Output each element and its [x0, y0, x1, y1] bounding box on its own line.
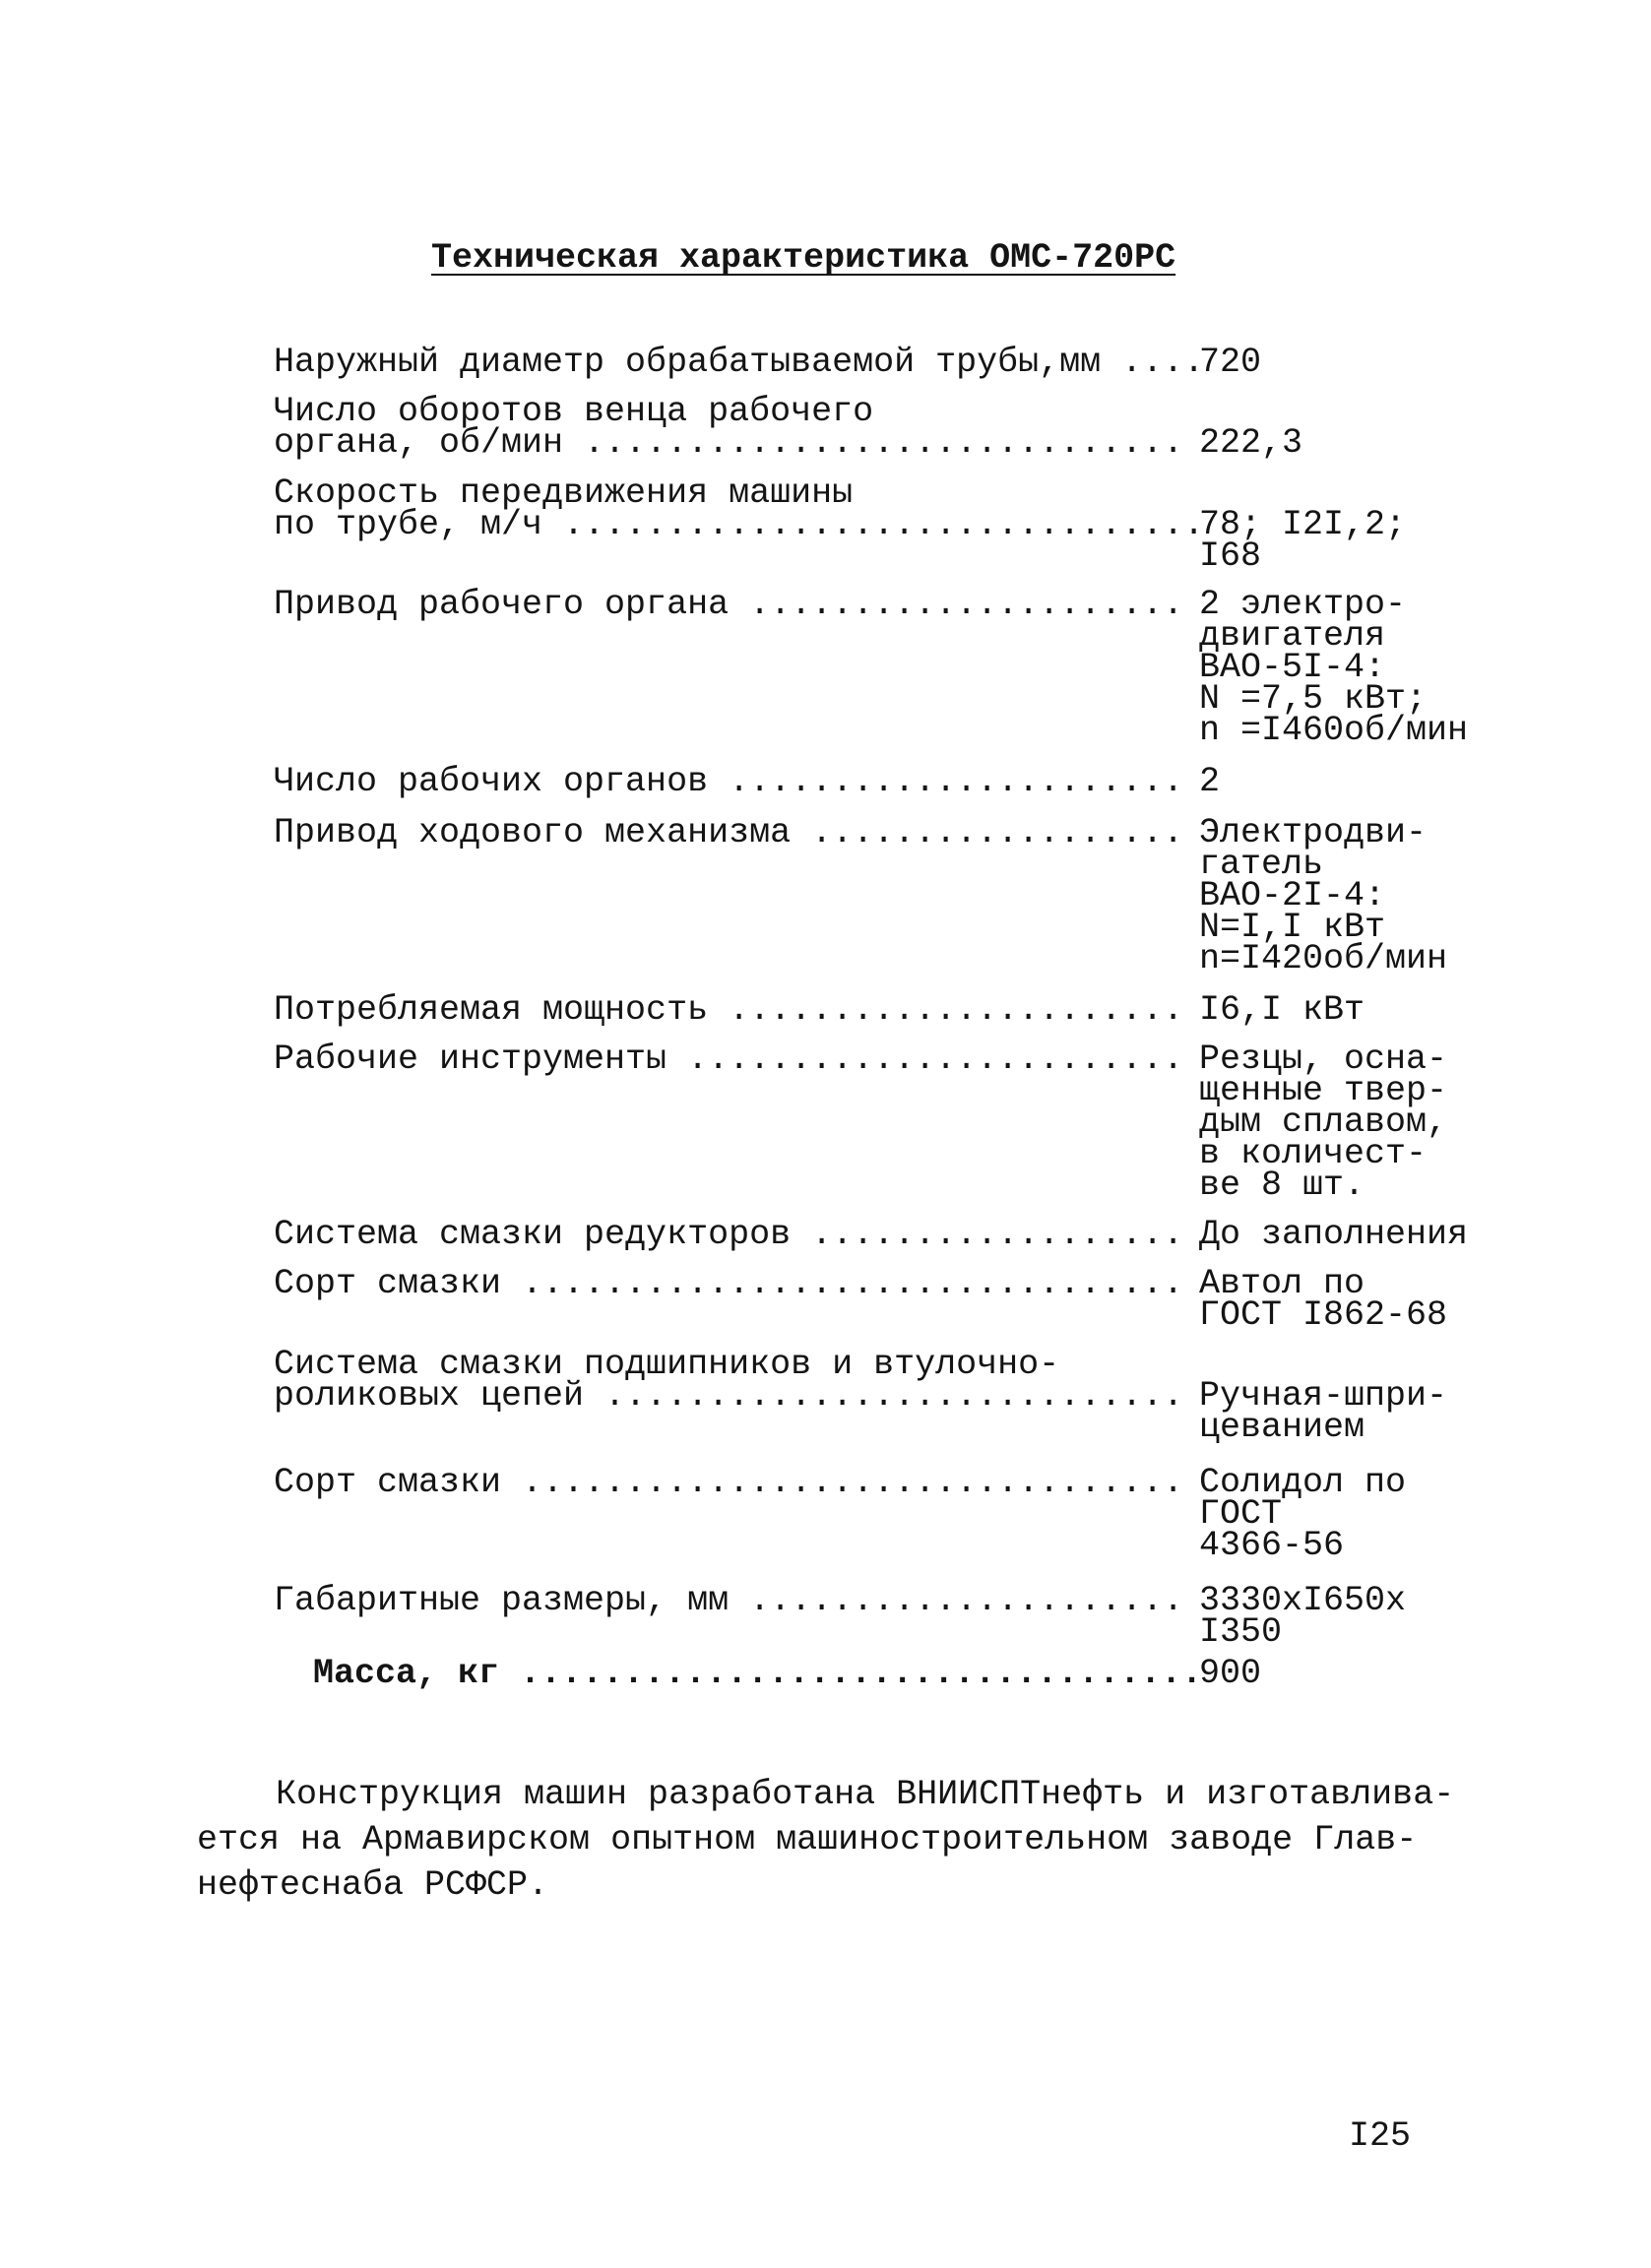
- spec-value: [1199, 1040, 1448, 1205]
- spec-value-line: ГОСТ I862-68: [1199, 1295, 1448, 1335]
- spec-label-line: органа, об/мин .............................: [274, 423, 1184, 463]
- spec-value: [1199, 990, 1365, 1030]
- spec-label: [274, 1463, 1184, 1502]
- spec-value-line: ве 8 шт.: [1199, 1166, 1365, 1205]
- spec-value: [1199, 1264, 1448, 1335]
- spec-label: [313, 1654, 1203, 1693]
- spec-value-line: I6,I кВт: [1199, 990, 1365, 1030]
- spec-value-line: дым сплавом,: [1199, 1102, 1448, 1142]
- spec-label-line: Сорт смазки ................................: [274, 1264, 1184, 1303]
- spec-value: [1199, 1463, 1407, 1565]
- spec-value-line: I350: [1199, 1612, 1283, 1652]
- spec-value-line: двигателя: [1199, 616, 1386, 656]
- spec-label: [274, 813, 1184, 852]
- spec-value-line: ГОСТ: [1199, 1494, 1283, 1534]
- spec-label-line: Привод ходового механизма ..................: [274, 813, 1184, 852]
- spec-value-line: 78; I2I,2;: [1199, 505, 1407, 544]
- spec-row: [274, 813, 1455, 1014]
- spec-label: [274, 473, 1205, 544]
- spec-label: [274, 1581, 1184, 1620]
- spec-value-line: N=I,I кВт: [1199, 908, 1386, 947]
- spec-value: [1199, 1654, 1262, 1693]
- spec-value-line: 2 электро-: [1199, 585, 1407, 624]
- spec-label: [274, 585, 1184, 624]
- spec-label: [274, 762, 1184, 801]
- spec-value-line: Резцы, осна-: [1199, 1040, 1448, 1079]
- spec-value-line: ВАО-5I-4:: [1199, 648, 1386, 687]
- paragraph-line: Конструкция машин разработана ВНИИСПТнефть и изготавлива-: [276, 1775, 1455, 1814]
- spec-label-line: Потребляемая мощность ......................: [274, 990, 1184, 1030]
- spec-value-line: n=I420об/мин: [1199, 939, 1448, 978]
- page-title: Техническая характеристика ОМС-720РС: [431, 238, 1176, 278]
- spec-value: [1199, 505, 1407, 576]
- spec-value: [1199, 343, 1262, 382]
- spec-value: [1199, 762, 1221, 801]
- spec-value-line: Ручная-шпри-: [1199, 1376, 1448, 1416]
- spec-value-line: Солидол по: [1199, 1463, 1407, 1502]
- spec-label-line: Число оборотов венца рабочего: [274, 392, 874, 431]
- spec-value-line: 720: [1199, 343, 1262, 382]
- spec-label-line: роликовых цепей ............................: [274, 1376, 1184, 1416]
- spec-value-line: Автол по: [1199, 1264, 1365, 1303]
- spec-value-line: До заполнения: [1199, 1215, 1469, 1254]
- spec-value: [1199, 1376, 1448, 1447]
- spec-label-line: Масса, кг .................................: [313, 1654, 1203, 1693]
- spec-value-line: 3330хI650х: [1199, 1581, 1407, 1620]
- spec-label-line: Рабочие инструменты ........................: [274, 1040, 1184, 1079]
- spec-label: [274, 392, 1184, 463]
- spec-label-line: Число рабочих органов ......................: [274, 762, 1184, 801]
- spec-label: [274, 343, 1205, 382]
- spec-value-line: ВАО-2I-4:: [1199, 876, 1386, 915]
- spec-row: [274, 585, 1469, 786]
- spec-label: [274, 1215, 1184, 1254]
- spec-value: [1199, 423, 1303, 463]
- spec-label-line: Привод рабочего органа .....................: [274, 585, 1184, 624]
- spec-label-line: Наружный диаметр обрабатываемой трубы,мм ....: [274, 343, 1205, 382]
- spec-value: [1199, 813, 1448, 978]
- spec-value: [1199, 585, 1469, 750]
- spec-label-line: Габаритные размеры, мм .....................: [274, 1581, 1184, 1620]
- spec-value-line: щенные твер-: [1199, 1071, 1448, 1110]
- spec-value-line: 4366-56: [1199, 1526, 1345, 1565]
- footer-paragraph: [197, 1772, 1477, 1908]
- spec-label-line: по трубе, м/ч ...............................: [274, 505, 1205, 544]
- spec-value-line: I68: [1199, 536, 1262, 576]
- spec-value-line: гатель: [1199, 845, 1324, 884]
- spec-label: [274, 1040, 1184, 1079]
- spec-label-line: Система смазки подшипников и втулочно-: [274, 1345, 1060, 1384]
- spec-value: [1199, 1581, 1407, 1652]
- spec-value-line: цеванием: [1199, 1408, 1365, 1447]
- page-number: I25: [1349, 2116, 1412, 2156]
- spec-value-line: n =I460об/мин: [1199, 711, 1469, 750]
- spec-label-line: Система смазки редукторов ..................: [274, 1215, 1184, 1254]
- spec-label-line: Сорт смазки ................................: [274, 1463, 1184, 1502]
- spec-row: [274, 1040, 1455, 1240]
- spec-label: [274, 990, 1184, 1030]
- spec-value: [1199, 1215, 1469, 1254]
- spec-label: [274, 1264, 1184, 1303]
- spec-label: [274, 1345, 1184, 1416]
- spec-value-line: в количест-: [1199, 1134, 1428, 1173]
- paragraph-line: ется на Армавирском опытном машиностроительном заводе Глав-: [197, 1820, 1418, 1859]
- spec-value-line: N =7,5 кВт;: [1199, 679, 1428, 719]
- paragraph-line: нефтеснаба РСФСР.: [197, 1865, 549, 1905]
- spec-value-line: 222,3: [1199, 423, 1303, 463]
- spec-value-line: 2: [1199, 762, 1221, 801]
- spec-label-line: Скорость передвижения машины: [274, 473, 854, 513]
- spec-value-line: Электродви-: [1199, 813, 1428, 852]
- spec-value-line: 900: [1199, 1654, 1262, 1693]
